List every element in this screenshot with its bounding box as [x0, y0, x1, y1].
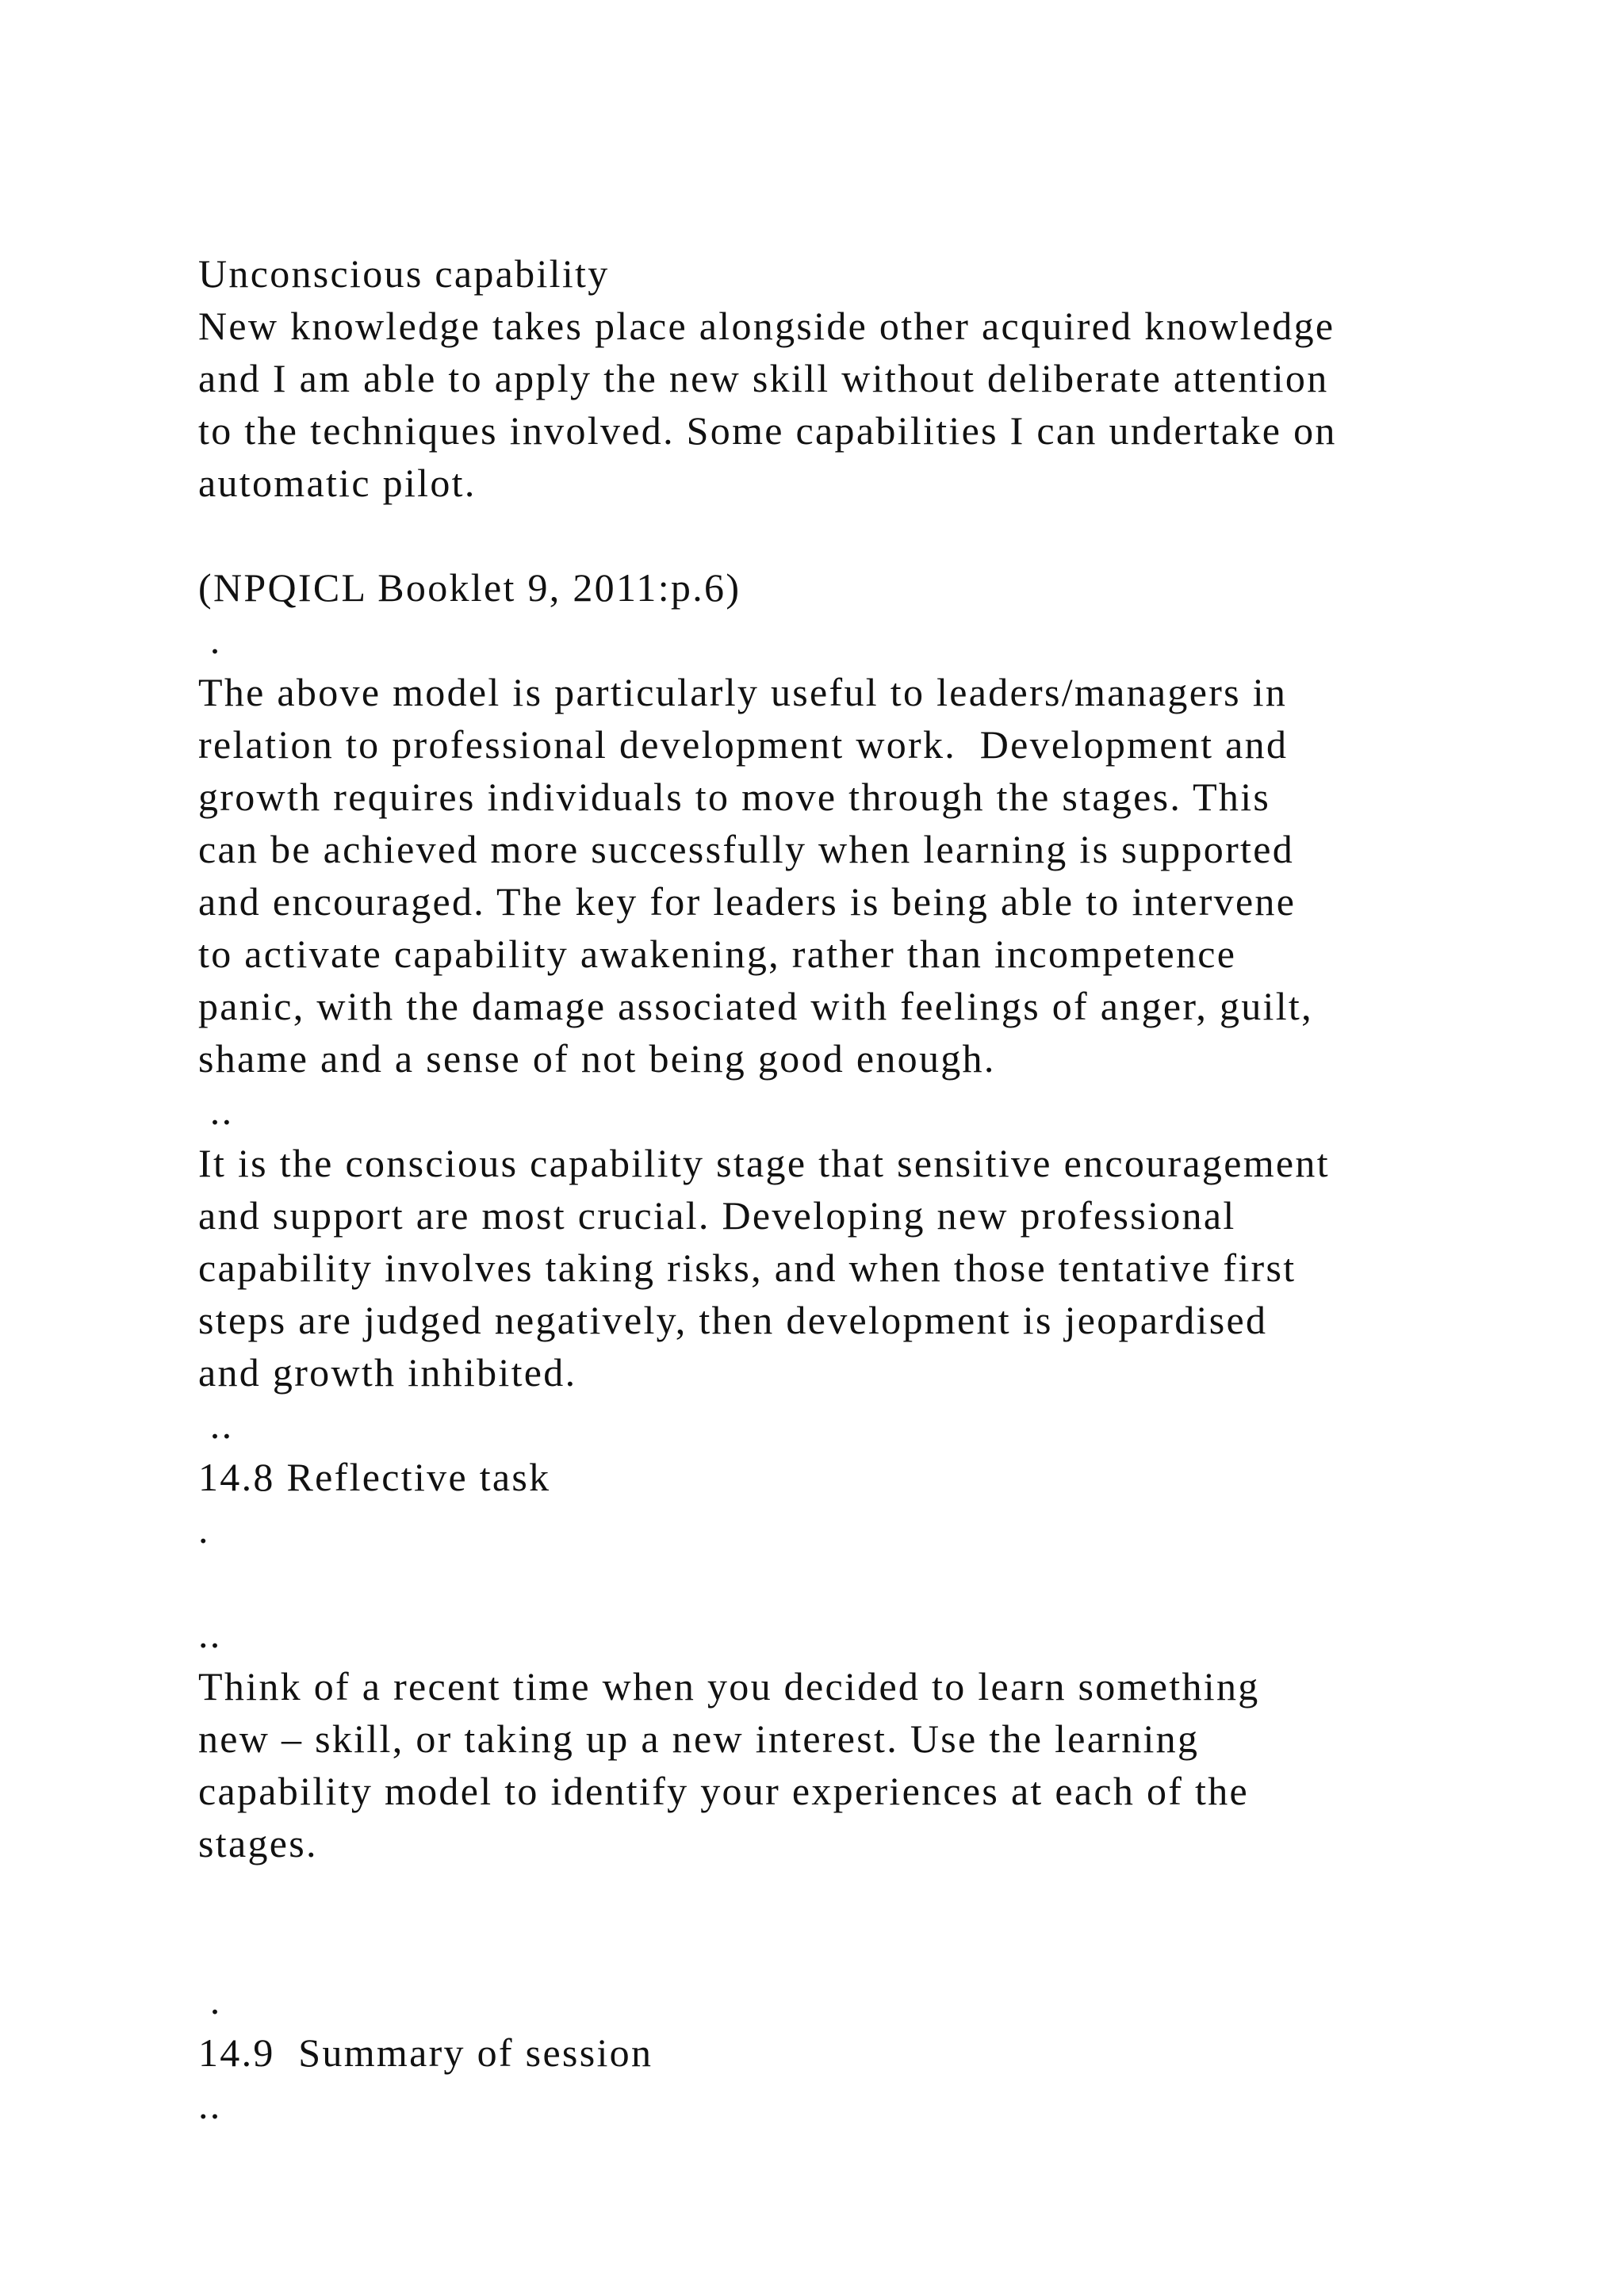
separator-dots: .. — [198, 1089, 234, 1133]
text-line: automatic pilot. — [198, 461, 477, 505]
blank-line — [198, 509, 1546, 561]
text-line: It is the conscious capability stage that sensitive encouragement — [198, 1141, 1330, 1185]
text-line: and encouraged. The key for leaders is being able to intervene — [198, 879, 1297, 924]
text-line: relation to professional development work. Development and — [198, 722, 1289, 767]
blank-line — [198, 1556, 1546, 1608]
text-line: stages. — [198, 1821, 318, 1866]
text-line: new – skill, or taking up a new interest. Use the learning — [198, 1716, 1200, 1761]
text-line: The above model is particularly useful to leaders/managers in — [198, 670, 1288, 714]
separator-dots: . — [198, 1978, 222, 2022]
blank-line — [198, 1869, 1546, 1922]
section-heading: Unconscious capability — [198, 251, 610, 296]
section-heading: 14.8 Reflective task — [198, 1455, 551, 1499]
text-line: panic, with the damage associated with feelings of anger, guilt, — [198, 984, 1313, 1028]
text-line: New knowledge takes place alongside other acquired knowledge — [198, 304, 1335, 348]
document-body — [198, 247, 1546, 2131]
blank-line — [198, 1922, 1546, 1974]
text-line: and I am able to apply the new skill without deliberate attention — [198, 356, 1329, 400]
text-line: steps are judged negatively, then development is jeopardised — [198, 1298, 1268, 1342]
text-line: to activate capability awakening, rather than incompetence — [198, 932, 1237, 976]
text-line: capability involves taking risks, and when those tentative first — [198, 1246, 1297, 1290]
text-line: can be achieved more successfully when learning is supported — [198, 827, 1295, 871]
text-line: and support are most crucial. Developing new professional — [198, 1193, 1236, 1238]
text-line: to the techniques involved. Some capabilities I can undertake on — [198, 408, 1337, 453]
text-line: growth requires individuals to move through the stages. This — [198, 775, 1271, 819]
separator-dots: .. — [198, 2083, 222, 2127]
separator-dots: .. — [198, 1402, 234, 1447]
section-heading: 14.9 Summary of session — [198, 2030, 653, 2075]
text-line: and growth inhibited. — [198, 1350, 577, 1395]
separator-dots: . — [198, 1507, 210, 1552]
citation: (NPQICL Booklet 9, 2011:p.6) — [198, 565, 741, 610]
separator-dots: .. — [198, 1612, 222, 1656]
separator-dots: . — [198, 618, 222, 662]
text-line: Think of a recent time when you decided to learn something — [198, 1664, 1260, 1709]
text-line: capability model to identify your experiences at each of the — [198, 1769, 1250, 1813]
text-line: shame and a sense of not being good enough. — [198, 1036, 996, 1081]
